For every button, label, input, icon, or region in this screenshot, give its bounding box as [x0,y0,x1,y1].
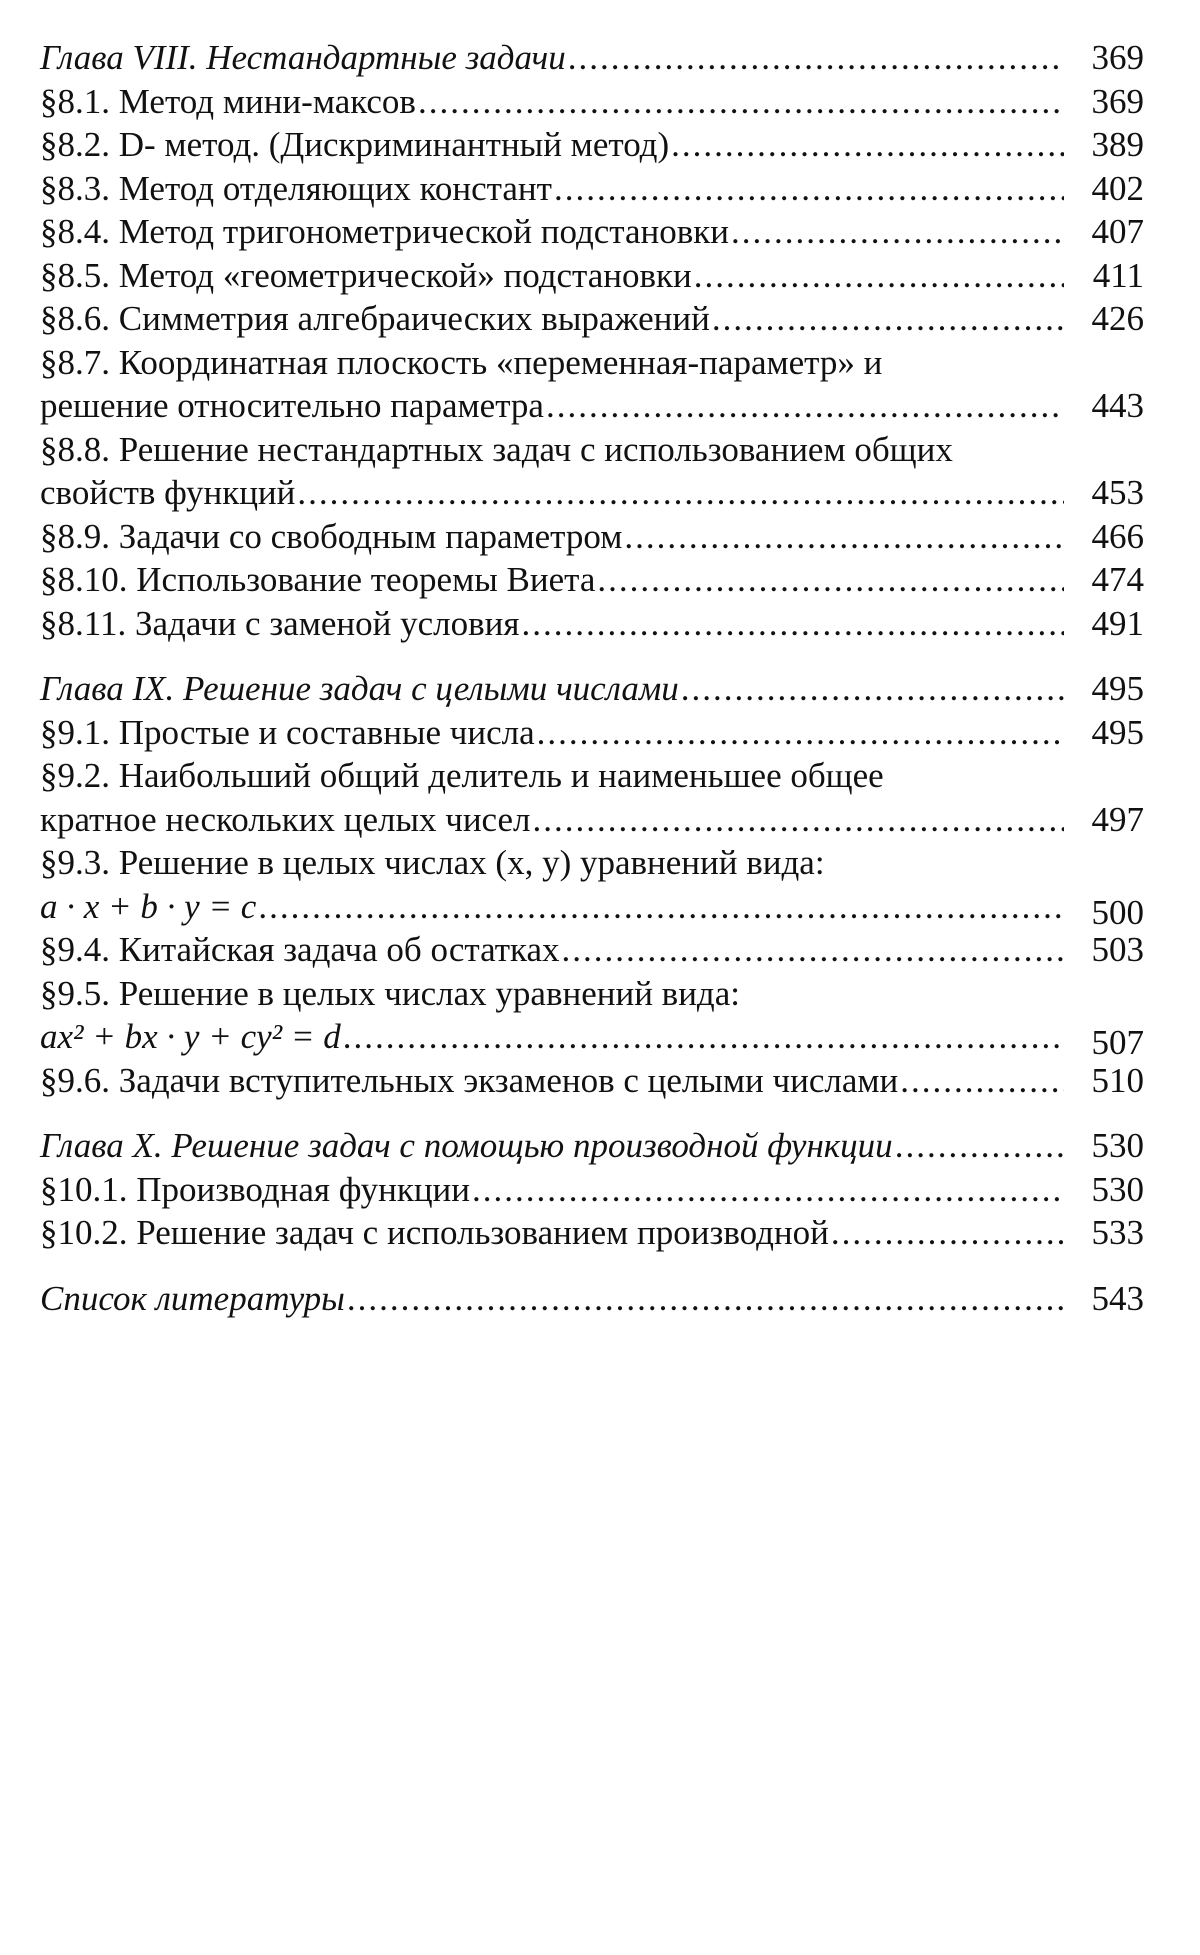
page-number: 474 [1091,560,1144,599]
entry-title: §8.6. Симметрия алгебраических выражений [40,299,710,338]
page-number: 543 [1091,1278,1144,1318]
dot-leader [347,1277,1064,1321]
dot-leader [554,167,1064,211]
page-number: 453 [1091,473,1144,512]
dot-leader [895,1124,1064,1168]
dot-leader [597,558,1064,602]
chapter-8-heading [40,36,1144,80]
page-number: 407 [1091,212,1144,251]
toc-entry-9-4 [40,928,1144,972]
page-number: 426 [1091,299,1144,338]
entry-title: §10.2. Решение задач с использованием производной [40,1213,829,1252]
page-number: 369 [1091,38,1144,77]
toc-entry-8-2 [40,123,1144,167]
dot-leader [546,384,1064,428]
entry-title: §8.3. Метод отделяющих констант [40,168,552,208]
dot-leader [472,1168,1064,1212]
entry-title: §9.6. Задачи вступительных экзаменов с целыми числами [40,1060,899,1100]
toc-entry-9-5 [40,1015,1144,1062]
chapter-10-heading [40,1124,1144,1168]
formula-text: a · x + b · y = c [40,886,257,926]
dot-leader [681,667,1064,711]
entry-title: §8.11. Задачи с заменой условия [40,603,520,643]
chapter-title: Глава IX. Решение задач с целыми числами [40,669,679,708]
page-number: 533 [1091,1213,1144,1252]
dot-leader [671,123,1064,167]
entry-title: §8.2. D- метод. (Дискриминантный метод) [40,125,670,164]
dot-leader [831,1211,1064,1255]
dot-leader [562,928,1064,972]
page-number: 503 [1091,930,1144,969]
entry-title: §8.4. Метод тригонометрической подстановки [40,212,730,251]
entry-title: §8.9. Задачи со свободным параметром [40,516,623,556]
page-number: 497 [1091,799,1144,839]
toc-entry-9-1 [40,711,1144,755]
page-number: 491 [1091,603,1144,643]
page-number: 500 [1091,892,1144,932]
toc-entry-8-1 [40,80,1144,124]
dot-leader [624,515,1064,559]
chapter-9-heading [40,667,1144,711]
entry-title: §8.10. Использование теоремы Виета [40,560,596,599]
toc-entry-8-10 [40,558,1144,602]
dot-leader [533,798,1064,842]
dot-leader [731,210,1064,254]
toc-entry-8-9 [40,515,1144,559]
dot-leader [258,885,1064,929]
dot-leader [343,1015,1064,1059]
dot-leader [537,711,1064,755]
entry-title: §8.1. Метод мини-максов [40,81,416,121]
entry-title: §10.1. Производная функции [40,1169,471,1209]
dot-leader [900,1059,1064,1103]
page-number: 443 [1091,386,1144,425]
page-number: 530 [1091,1169,1144,1209]
page-number: 369 [1091,81,1144,121]
toc-entry-9-6 [40,1059,1144,1103]
bibliography-title: Список литературы [40,1278,345,1318]
entry-first-line: §8.7. Координатная плоскость «переменная-параметр» и [40,342,883,382]
bibliography-entry [40,1277,1144,1321]
entry-title: §9.1. Простые и составные числа [40,712,535,752]
dot-leader [418,80,1064,124]
table-of-contents [40,36,1144,1320]
entry-title: §8.5. Метод «геометрической» подстановки [40,255,692,295]
toc-entry-10-1 [40,1168,1144,1212]
page-number: 507 [1091,1023,1144,1062]
chapter-title: Глава VIII. Нестандартные задачи [40,38,566,77]
entry-title: кратное нескольких целых чисел [40,799,531,839]
dot-leader [297,471,1064,515]
dot-leader [694,254,1064,298]
page-number: 389 [1091,125,1144,164]
page-number: 402 [1091,168,1144,208]
entry-first-line: §9.5. Решение в целых числах уравнений вида: [40,973,740,1013]
page-number: 411 [1092,255,1144,295]
toc-entry-10-2 [40,1211,1144,1255]
entry-first-line: §8.8. Решение нестандартных задач с использованием общих [40,429,953,469]
entry-first-line: §9.2. Наибольший общий делитель и наименьшее общее [40,756,884,795]
page-number: 530 [1091,1126,1144,1165]
formula-text: ax² + bx · y + cy² = d [40,1017,341,1056]
toc-entry-9-2 [40,798,1144,842]
entry-title: решение относительно параметра [40,386,544,425]
toc-entry-8-3 [40,167,1144,211]
dot-leader [568,36,1064,80]
entry-title: §9.4. Китайская задача об остатках [40,930,560,969]
toc-entry-8-6 [40,297,1144,341]
page-number: 466 [1091,516,1144,556]
toc-entry-8-8 [40,471,1144,515]
toc-entry-8-4 [40,210,1144,254]
entry-title: свойств функций [40,473,296,512]
toc-entry-8-5 [40,254,1144,298]
toc-entry-9-3 [40,885,1144,932]
page-number: 510 [1091,1060,1144,1100]
chapter-gap [40,1255,1144,1277]
chapter-gap [40,645,1144,667]
toc-entry-8-7 [40,384,1144,428]
toc-entry-8-11 [40,602,1144,646]
page-number: 495 [1091,669,1144,708]
entry-first-line: §9.3. Решение в целых числах (x, y) уравнений вида: [40,843,825,882]
chapter-gap [40,1102,1144,1124]
page-number: 495 [1091,712,1144,752]
dot-leader [521,602,1064,646]
dot-leader [712,297,1064,341]
chapter-title: Глава X. Решение задач с помощью производной функции [40,1126,893,1165]
